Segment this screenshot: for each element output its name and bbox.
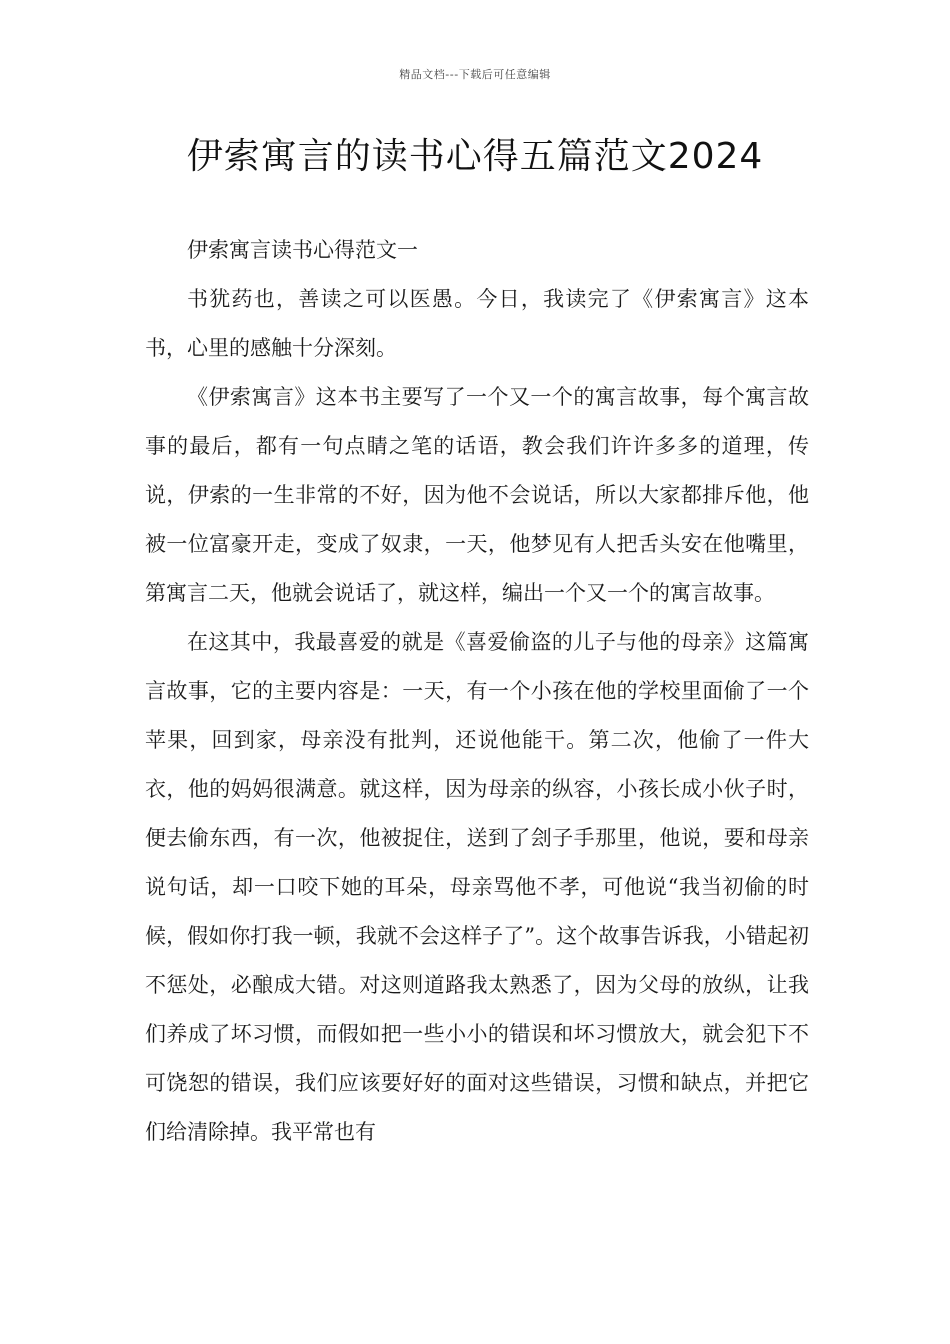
document-title: 伊索寓言的读书心得五篇范文2024 [186, 136, 764, 177]
paragraph: 《伊索寓言》这本书主要写了一个又一个的寓言故事，每个寓言故事的最后，都有一句点睛之笔的话语，教会我们许许多多的道理，传说，伊索的一生非常的不好，因为他不会说话，所以大家都排斥他，他被一位富豪开走，变成了奴隶，一天，他梦见有人把舌头安在他嘴里，第寓言二天，他就会说话了，就这样，编出一个又一个的寓言故事。 [145, 385, 809, 605]
paragraph: 在这其中，我最喜爱的就是《喜爱偷盗的儿子与他的母亲》这篇寓言故事，它的主要内容是：一天，有一个小孩在他的学校里面偷了一个苹果，回到家，母亲没有批判，还说他能干。第二次，他偷了一件大衣，他的妈妈很满意。就这样，因为母亲的纵容，小孩长成小伙子时，便去偷东西，有一次，他被捉住，送到了刽子手那里，他说，要和母亲说句话，却一口咬下她的耳朵，母亲骂他不孝，可他说“我当初偷的时候，假如你打我一顿，我就不会这样子了”。这个故事告诉我，小错起初不惩处，必酿成大错。对这则道路我太熟悉了，因为父母的放纵，让我们养成了坏习惯，而假如把一些小小的错误和坏习惯放大，就会犯下不可饶恕的错误，我们应该要好好的面对这些错误，习惯和缺点，并把它们给清除掉。我平常也有 [145, 630, 809, 1144]
document-body [145, 226, 809, 1157]
section-heading: 伊索寓言读书心得范文一 [187, 238, 418, 262]
paragraph: 书犹药也，善读之可以医愚。今日，我读完了《伊索寓言》这本书，心里的感触十分深刻。 [145, 287, 809, 360]
header-note: 精品文档---下载后可任意编辑 [399, 68, 551, 81]
